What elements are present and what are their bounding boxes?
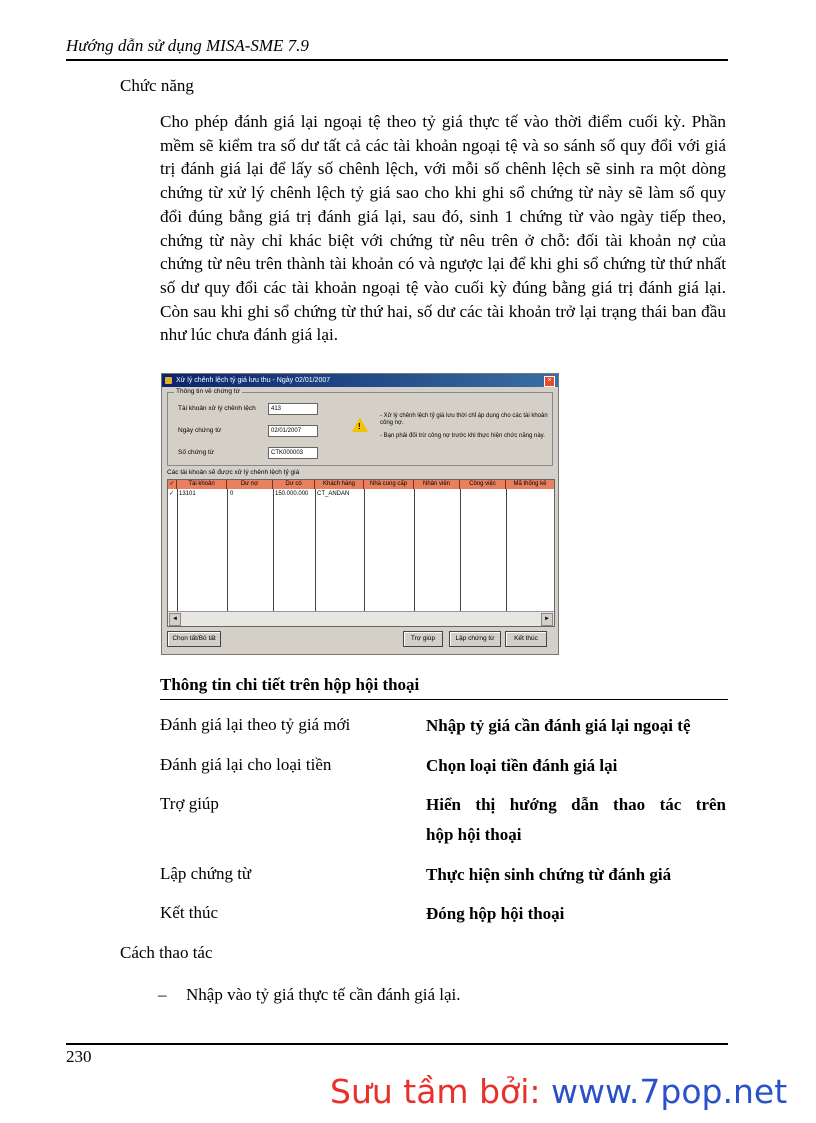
row-checkbox[interactable]: ✓ xyxy=(169,491,175,497)
detail-desc-finish: Đóng hộp hội thoại xyxy=(426,904,565,923)
exchange-rate-dialog-screenshot xyxy=(161,373,559,655)
scroll-left-icon[interactable]: ◄ xyxy=(169,613,181,626)
grid-line xyxy=(414,489,415,611)
watermark xyxy=(330,1072,787,1111)
operation-step xyxy=(158,985,461,1005)
footer-rule xyxy=(66,1043,728,1045)
scroll-right-icon[interactable]: ► xyxy=(541,613,553,626)
doc-number-label: Số chứng từ xyxy=(178,449,215,456)
dialog-title: Xử lý chênh lệch tỷ giá lưu thu - Ngày 02/01/2007 xyxy=(176,377,331,384)
note-2: - Bạn phải đối trừ công nợ trước khi thực hiện chức năng này. xyxy=(380,433,545,439)
details-title: Thông tin chi tiết trên hộp hội thoại xyxy=(160,675,420,694)
account-field[interactable]: 413 xyxy=(268,403,318,415)
app-icon xyxy=(165,377,172,384)
group-label: Thông tin về chứng từ xyxy=(176,388,240,395)
account-label: Tài khoản xử lý chênh lệch xyxy=(178,405,256,412)
col-supplier[interactable]: Nhà cung cấp xyxy=(364,480,414,489)
detail-label-new-rate: Đánh giá lại theo tỷ giá mới xyxy=(160,715,351,734)
cell-customer[interactable]: CT_ANDAN xyxy=(317,491,350,497)
detail-desc-help: Hiển thị hướng dẫn thao tác trên xyxy=(426,795,726,814)
detail-desc-currency: Chọn loại tiền đánh giá lại xyxy=(426,756,618,775)
watermark-site: www.7pop.net xyxy=(550,1072,788,1111)
document-info-group xyxy=(167,388,553,466)
grid-line xyxy=(506,489,507,611)
detail-desc-create: Thực hiện sinh chứng từ đánh giá xyxy=(426,865,672,884)
select-all-button[interactable]: Chọn tất/Bỏ tất xyxy=(167,631,221,647)
col-customer[interactable]: Khách hàng xyxy=(315,480,364,489)
grid-caption: Các tài khoản sẽ được xử lý chênh lệch tỷ giá xyxy=(167,469,300,476)
page-number: 230 xyxy=(66,1047,92,1066)
function-paragraph: Cho phép đánh giá lại ngoại tệ theo tỷ giá thực tế vào thời điểm cuối kỳ. Phần mềm sẽ kiểm tra số dư tất cả các tài khoản ngoại tệ và so sánh số quy đổi với giá trị đánh giá lại để lấy số chênh lệch, với mỗi số chênh lệch sẽ sinh ra một dòng chứng từ xử lý chênh lệch tỷ giá sao cho khi ghi sổ chứng từ này sẽ làm số quy đổi đúng bằng giá trị đánh giá lại, sau đó, sinh 1 chứng từ vào ngày tiếp theo, chứng từ này chỉ khác biệt với chứng từ nêu trên ở chỗ: đối tài khoản nợ của chứng từ nêu trên thành tài khoản có và ngược lại để khi ghi sổ chứng từ thứ nhất số dư quy đổi các tài khoản ngoại tệ vào cuối kỳ đúng bằng giá trị đánh giá lại. Còn sau khi ghi sổ chứng từ thứ hai, số dư các tài khoản trở lại trạng thái ban đầu như lúc chưa đánh giá lại. xyxy=(160,112,726,345)
section-heading-function: Chức năng xyxy=(120,76,194,95)
accounts-grid[interactable] xyxy=(167,479,555,627)
finish-button[interactable]: Kết thúc xyxy=(505,631,547,647)
close-icon[interactable]: × xyxy=(544,376,555,387)
date-field[interactable]: 02/01/2007 xyxy=(268,425,318,437)
col-stat-code[interactable]: Mã thống kê xyxy=(513,481,547,487)
horizontal-scrollbar[interactable] xyxy=(168,611,554,626)
grid-line xyxy=(273,489,274,611)
details-rule xyxy=(160,699,728,700)
header-rule xyxy=(66,59,728,61)
detail-label-create: Lập chứng từ xyxy=(160,864,252,883)
col-debit[interactable]: Dư nợ xyxy=(227,480,273,489)
grid-line xyxy=(177,489,178,611)
detail-label-finish: Kết thúc xyxy=(160,903,219,922)
detail-label-currency: Đánh giá lại cho loại tiền xyxy=(160,755,332,774)
col-job[interactable]: Công việc xyxy=(460,480,506,489)
dialog-title-bar xyxy=(162,374,558,387)
detail-desc-help-cont: hộp hội thoại xyxy=(426,825,522,844)
warning-mark: ! xyxy=(358,422,361,431)
doc-number-field[interactable]: CTK000003 xyxy=(268,447,318,459)
grid-line xyxy=(227,489,228,611)
detail-desc-new-rate: Nhập tỷ giá cần đánh giá lại ngoại tệ xyxy=(426,716,691,735)
col-account[interactable]: Tài khoản xyxy=(177,480,227,489)
create-voucher-button[interactable]: Lập chứng từ xyxy=(449,631,501,647)
col-employee[interactable]: Nhân viên xyxy=(414,480,460,489)
running-header: Hướng dẫn sử dụng MISA-SME 7.9 xyxy=(66,36,309,55)
date-label: Ngày chứng từ xyxy=(178,427,222,434)
grid-line xyxy=(315,489,316,611)
col-credit[interactable]: Dư có xyxy=(273,480,315,489)
cell-credit[interactable]: 150.000.000 xyxy=(275,491,309,497)
detail-label-help: Trợ giúp xyxy=(160,794,219,813)
section-heading-operation: Cách thao tác xyxy=(120,943,213,962)
col-check[interactable]: ✓ xyxy=(168,480,177,489)
help-button[interactable]: Trợ giúp xyxy=(403,631,443,647)
note-1: - Xử lý chênh lệch tỷ giá lưu thời chỉ áp dụng cho các tài khoản công nợ. xyxy=(380,413,548,426)
operation-step-text: Nhập vào tỷ giá thực tế cần đánh giá lại. xyxy=(186,985,461,1004)
grid-line xyxy=(460,489,461,611)
bullet-dash: – xyxy=(158,985,167,1004)
grid-line xyxy=(364,489,365,611)
cell-account[interactable]: 13101 xyxy=(179,491,196,497)
grid-header xyxy=(168,480,554,489)
watermark-prefix: Sưu tầm bởi: xyxy=(330,1072,551,1111)
cell-debit[interactable]: 0 xyxy=(230,491,234,497)
